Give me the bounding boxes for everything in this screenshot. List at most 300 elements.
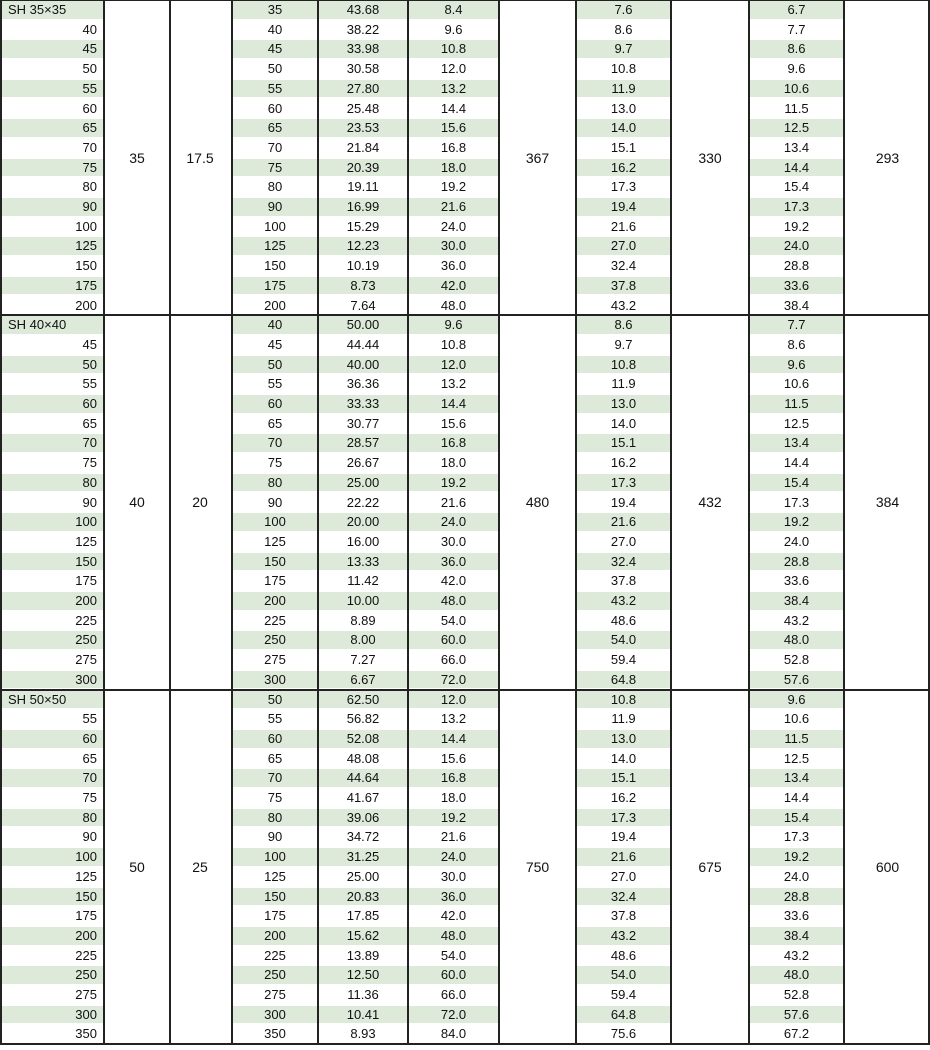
size-label: 275 bbox=[75, 652, 97, 668]
rating-cell-b: 8.6 bbox=[750, 40, 843, 58]
size-label: 90 bbox=[82, 494, 97, 510]
rating-cell-a: 15.1 bbox=[610, 139, 637, 155]
load-cell: 30.0 bbox=[440, 868, 467, 884]
column-divider bbox=[575, 0, 577, 1044]
length-cell: 300 bbox=[233, 671, 317, 689]
rating-cell-a: 21.6 bbox=[610, 218, 637, 234]
column-divider bbox=[748, 0, 750, 1044]
rating-cell-b: 52.8 bbox=[783, 652, 810, 668]
rating-cell-b: 11.5 bbox=[784, 100, 809, 116]
rating-cell-a: 64.8 bbox=[577, 1006, 670, 1024]
size-label: 45 bbox=[2, 40, 103, 58]
value-cell: 33.33 bbox=[319, 395, 407, 413]
size-label: 175 bbox=[75, 908, 97, 924]
value-cell: 31.25 bbox=[319, 848, 407, 866]
size-label: 200 bbox=[2, 927, 103, 945]
size-label: 175 bbox=[2, 277, 103, 295]
length-cell: 45 bbox=[233, 40, 317, 58]
rating-cell-b: 10.6 bbox=[750, 80, 843, 98]
length-cell: 150 bbox=[264, 258, 286, 274]
capacity-a: 367 bbox=[525, 149, 550, 166]
rating-cell-b: 14.4 bbox=[783, 455, 810, 471]
value-cell: 20.00 bbox=[319, 513, 407, 531]
load-cell: 12.0 bbox=[440, 61, 467, 77]
rating-cell-b: 12.5 bbox=[783, 415, 810, 431]
size-label: 125 bbox=[75, 868, 97, 884]
rating-cell-a: 48.6 bbox=[610, 612, 637, 628]
width-value: 50 bbox=[129, 858, 145, 875]
load-cell: 14.4 bbox=[409, 395, 498, 413]
load-cell: 36.0 bbox=[440, 258, 467, 274]
value-cell: 8.93 bbox=[350, 1026, 376, 1042]
value-cell: 38.22 bbox=[346, 21, 380, 37]
rating-cell-a: 27.0 bbox=[610, 533, 637, 549]
length-cell: 175 bbox=[233, 277, 317, 295]
rating-cell-b: 19.2 bbox=[783, 218, 810, 234]
rating-cell-b: 15.4 bbox=[783, 179, 810, 195]
rating-cell-a: 13.0 bbox=[577, 730, 670, 748]
size-label: 80 bbox=[2, 474, 103, 492]
load-cell: 19.2 bbox=[440, 179, 467, 195]
size-label: 65 bbox=[82, 750, 97, 766]
capacity-c: 600 bbox=[875, 858, 900, 875]
length-cell: 150 bbox=[233, 553, 317, 571]
rating-cell-a: 10.8 bbox=[577, 356, 670, 374]
value-cell: 44.64 bbox=[319, 769, 407, 787]
capacity-a: 480 bbox=[525, 494, 550, 511]
rating-cell-a: 75.6 bbox=[610, 1026, 637, 1042]
length-cell: 55 bbox=[267, 711, 283, 727]
rating-cell-a: 17.3 bbox=[610, 179, 637, 195]
value-cell: 15.62 bbox=[319, 927, 407, 945]
load-cell: 21.6 bbox=[409, 198, 498, 216]
length-cell: 75 bbox=[233, 159, 317, 177]
rating-cell-a: 11.9 bbox=[611, 376, 636, 392]
rating-cell-a: 21.6 bbox=[577, 848, 670, 866]
rating-cell-b: 9.6 bbox=[787, 61, 806, 77]
length-cell: 65 bbox=[233, 119, 317, 137]
size-label: 100 bbox=[2, 848, 103, 866]
rating-cell-a: 19.4 bbox=[577, 198, 670, 216]
load-cell: 18.0 bbox=[440, 455, 467, 471]
column-divider bbox=[498, 0, 500, 1044]
capacity-c: 384 bbox=[875, 494, 900, 511]
value-cell: 30.58 bbox=[346, 61, 380, 77]
rating-cell-a: 59.4 bbox=[610, 652, 637, 668]
size-label: 90 bbox=[82, 829, 97, 845]
load-cell: 9.6 bbox=[409, 316, 498, 334]
value-cell: 10.19 bbox=[346, 258, 380, 274]
rating-cell-b: 33.6 bbox=[783, 573, 810, 589]
column-divider bbox=[843, 0, 845, 1044]
size-label: 65 bbox=[2, 119, 103, 137]
length-cell: 70 bbox=[233, 769, 317, 787]
value-cell: 25.00 bbox=[319, 474, 407, 492]
load-cell: 19.2 bbox=[409, 474, 498, 492]
value-cell: 15.29 bbox=[346, 218, 380, 234]
size-label: 60 bbox=[2, 395, 103, 413]
rating-cell-b: 14.4 bbox=[783, 790, 810, 805]
length-cell: 275 bbox=[264, 652, 286, 668]
value-cell: 30.77 bbox=[346, 415, 380, 431]
length-cell: 100 bbox=[264, 218, 286, 234]
column-divider bbox=[317, 0, 319, 1044]
size-label: 65 bbox=[82, 415, 97, 431]
load-cell: 12.0 bbox=[409, 691, 498, 709]
rating-cell-b: 67.2 bbox=[783, 1026, 810, 1042]
load-cell: 13.2 bbox=[440, 711, 467, 727]
length-cell: 175 bbox=[264, 908, 286, 924]
load-cell: 36.0 bbox=[409, 553, 498, 571]
value-cell: 12.50 bbox=[319, 966, 407, 984]
length-cell: 45 bbox=[267, 336, 283, 352]
value-cell: 36.36 bbox=[346, 376, 380, 392]
load-cell: 54.0 bbox=[440, 947, 467, 963]
value-cell: 48.08 bbox=[346, 750, 380, 766]
rating-cell-b: 28.8 bbox=[750, 553, 843, 571]
capacity-a: 750 bbox=[525, 858, 550, 875]
rating-cell-b: 12.5 bbox=[783, 750, 810, 766]
length-cell: 40 bbox=[233, 316, 317, 334]
rating-cell-b: 7.7 bbox=[750, 316, 843, 334]
value-cell: 40.00 bbox=[319, 356, 407, 374]
rating-cell-b: 11.5 bbox=[750, 395, 843, 413]
rating-cell-b: 28.8 bbox=[783, 258, 810, 274]
rating-cell-a: 37.8 bbox=[577, 277, 670, 295]
length-cell: 175 bbox=[264, 573, 286, 589]
rating-cell-b: 24.0 bbox=[783, 533, 810, 549]
size-label: 250 bbox=[2, 631, 103, 649]
rating-cell-a: 37.8 bbox=[610, 573, 637, 589]
size-label: 55 bbox=[82, 376, 97, 392]
column-divider bbox=[231, 0, 233, 1044]
rating-cell-b: 17.3 bbox=[783, 829, 810, 845]
rating-cell-a: 64.8 bbox=[577, 671, 670, 689]
size-label: 300 bbox=[2, 671, 103, 689]
length-cell: 200 bbox=[233, 927, 317, 945]
load-cell: 36.0 bbox=[409, 888, 498, 906]
rating-cell-b: 13.4 bbox=[783, 139, 810, 155]
rating-cell-a: 21.6 bbox=[577, 513, 670, 531]
rating-cell-a: 43.2 bbox=[610, 297, 637, 313]
rating-cell-a: 59.4 bbox=[610, 987, 637, 1002]
rating-cell-a: 16.2 bbox=[610, 790, 637, 805]
size-label: 100 bbox=[75, 218, 97, 234]
load-cell: 19.2 bbox=[409, 809, 498, 827]
rating-cell-a: 43.2 bbox=[577, 927, 670, 945]
rating-cell-a: 10.8 bbox=[610, 61, 637, 77]
value-cell: 39.06 bbox=[319, 809, 407, 827]
load-cell: 21.6 bbox=[440, 494, 467, 510]
length-cell: 200 bbox=[264, 297, 286, 313]
rating-cell-b: 24.0 bbox=[783, 868, 810, 884]
value-cell: 10.00 bbox=[319, 592, 407, 610]
length-cell: 80 bbox=[267, 179, 283, 195]
rating-cell-b: 14.4 bbox=[750, 159, 843, 177]
length-cell: 225 bbox=[264, 612, 286, 628]
rating-cell-b: 9.6 bbox=[750, 356, 843, 374]
size-label: 275 bbox=[75, 987, 97, 1002]
load-cell: 72.0 bbox=[409, 671, 498, 689]
rating-cell-a: 10.8 bbox=[577, 691, 670, 709]
rating-cell-b: 57.6 bbox=[750, 1006, 843, 1024]
column-divider bbox=[169, 0, 171, 1044]
value-cell: 25.00 bbox=[346, 868, 380, 884]
load-cell: 42.0 bbox=[440, 908, 467, 924]
rating-cell-a: 16.2 bbox=[577, 159, 670, 177]
size-label: 80 bbox=[82, 179, 97, 195]
value-cell: 20.83 bbox=[319, 888, 407, 906]
rating-cell-a: 54.0 bbox=[577, 631, 670, 649]
value-cell: 21.84 bbox=[346, 139, 380, 155]
rating-cell-b: 11.5 bbox=[750, 730, 843, 748]
length-cell: 60 bbox=[267, 100, 283, 116]
value-cell: 8.73 bbox=[319, 277, 407, 295]
value-cell: 8.89 bbox=[350, 612, 376, 628]
load-cell: 42.0 bbox=[409, 277, 498, 295]
value-cell: 41.67 bbox=[346, 790, 380, 805]
size-label: 50 bbox=[2, 356, 103, 374]
table-bottom-line bbox=[0, 1043, 930, 1045]
load-cell: 15.6 bbox=[409, 119, 498, 137]
size-label: 200 bbox=[2, 592, 103, 610]
rating-cell-b: 19.2 bbox=[750, 513, 843, 531]
size-label: 70 bbox=[82, 139, 97, 155]
rating-cell-b: 48.0 bbox=[750, 631, 843, 649]
rating-cell-b: 52.8 bbox=[783, 987, 810, 1002]
rating-cell-a: 37.8 bbox=[610, 908, 637, 924]
size-label: 80 bbox=[2, 809, 103, 827]
length-cell: 55 bbox=[267, 376, 283, 392]
length-cell: 150 bbox=[233, 888, 317, 906]
value-cell: 27.80 bbox=[319, 80, 407, 98]
rating-cell-b: 15.4 bbox=[750, 809, 843, 827]
capacity-b: 675 bbox=[698, 858, 722, 875]
size-label: 250 bbox=[2, 966, 103, 984]
length-cell: 125 bbox=[264, 533, 286, 549]
value-cell: 8.00 bbox=[319, 631, 407, 649]
load-cell: 16.8 bbox=[440, 139, 467, 155]
size-label: 75 bbox=[82, 790, 97, 805]
size-label: 150 bbox=[2, 888, 103, 906]
rating-cell-a: 32.4 bbox=[577, 553, 670, 571]
length-cell: 250 bbox=[233, 966, 317, 984]
value-cell: 16.00 bbox=[346, 533, 380, 549]
size-label: 225 bbox=[75, 947, 97, 963]
load-cell: 8.4 bbox=[409, 1, 498, 19]
length-cell: 70 bbox=[267, 139, 283, 155]
rating-cell-b: 12.5 bbox=[750, 119, 843, 137]
rating-cell-a: 11.9 bbox=[577, 80, 670, 98]
size-label: 50 bbox=[82, 61, 97, 77]
length-cell: 80 bbox=[233, 809, 317, 827]
load-cell: 13.2 bbox=[440, 376, 467, 392]
rating-cell-a: 16.2 bbox=[610, 455, 637, 471]
half-width-value: 17.5 bbox=[186, 149, 214, 166]
length-cell: 75 bbox=[267, 455, 283, 471]
value-cell: 28.57 bbox=[319, 434, 407, 452]
capacity-b: 432 bbox=[698, 494, 722, 511]
rating-cell-b: 33.6 bbox=[783, 908, 810, 924]
size-label: 75 bbox=[82, 455, 97, 471]
rating-cell-a: 13.0 bbox=[610, 100, 637, 116]
rating-cell-b: 43.2 bbox=[783, 612, 810, 628]
length-cell: 125 bbox=[264, 868, 286, 884]
load-cell: 48.0 bbox=[440, 297, 467, 313]
value-cell: 13.89 bbox=[346, 947, 380, 963]
rating-cell-b: 19.2 bbox=[750, 848, 843, 866]
rating-cell-a: 27.0 bbox=[610, 868, 637, 884]
rating-cell-b: 38.4 bbox=[783, 297, 810, 313]
value-cell: 50.00 bbox=[319, 316, 407, 334]
load-cell: 60.0 bbox=[409, 631, 498, 649]
rating-cell-a: 13.0 bbox=[577, 395, 670, 413]
length-cell: 90 bbox=[233, 198, 317, 216]
length-cell: 40 bbox=[267, 21, 283, 37]
value-cell: 19.11 bbox=[347, 179, 379, 195]
rating-cell-a: 32.4 bbox=[577, 888, 670, 906]
size-label: SH 40×40 bbox=[2, 316, 103, 334]
size-label: 150 bbox=[2, 553, 103, 571]
value-cell: 34.72 bbox=[346, 829, 380, 845]
value-cell: 11.36 bbox=[347, 987, 379, 1002]
value-cell: 7.64 bbox=[350, 297, 376, 313]
rating-cell-b: 13.4 bbox=[750, 434, 843, 452]
rating-cell-a: 19.4 bbox=[610, 494, 637, 510]
load-cell: 42.0 bbox=[440, 573, 467, 589]
width-value: 40 bbox=[129, 494, 145, 511]
value-cell: 10.41 bbox=[319, 1006, 407, 1024]
rating-cell-b: 17.3 bbox=[750, 198, 843, 216]
rating-cell-b: 17.3 bbox=[783, 494, 810, 510]
value-cell: 7.27 bbox=[350, 652, 376, 668]
load-cell: 18.0 bbox=[440, 790, 467, 805]
load-cell: 10.8 bbox=[409, 40, 498, 58]
column-divider bbox=[0, 0, 2, 1044]
rating-cell-a: 17.3 bbox=[577, 474, 670, 492]
rating-cell-a: 9.7 bbox=[577, 40, 670, 58]
size-label: 60 bbox=[82, 100, 97, 116]
half-width-value: 20 bbox=[192, 494, 208, 511]
length-cell: 75 bbox=[267, 790, 283, 805]
size-label: 60 bbox=[2, 730, 103, 748]
width-value: 35 bbox=[129, 149, 145, 166]
rating-cell-b: 38.4 bbox=[750, 927, 843, 945]
length-cell: 50 bbox=[233, 691, 317, 709]
length-cell: 50 bbox=[267, 61, 283, 77]
size-label: 40 bbox=[82, 21, 97, 37]
length-cell: 300 bbox=[233, 1006, 317, 1024]
load-cell: 84.0 bbox=[440, 1026, 467, 1042]
load-cell: 30.0 bbox=[440, 533, 467, 549]
size-label: 225 bbox=[75, 612, 97, 628]
rating-cell-a: 15.1 bbox=[577, 434, 670, 452]
rating-cell-a: 11.9 bbox=[611, 711, 636, 727]
rating-cell-b: 10.6 bbox=[783, 376, 810, 392]
value-cell: 20.39 bbox=[319, 159, 407, 177]
half-width-value: 25 bbox=[192, 858, 208, 875]
load-cell: 15.6 bbox=[440, 415, 467, 431]
length-cell: 100 bbox=[233, 513, 317, 531]
rating-cell-b: 38.4 bbox=[750, 592, 843, 610]
rating-cell-a: 48.6 bbox=[610, 947, 637, 963]
load-cell: 9.6 bbox=[444, 21, 463, 37]
length-cell: 275 bbox=[264, 987, 286, 1002]
size-label: 100 bbox=[2, 513, 103, 531]
capacity-b: 330 bbox=[698, 149, 722, 166]
rating-cell-a: 43.2 bbox=[577, 592, 670, 610]
length-cell: 200 bbox=[233, 592, 317, 610]
rating-cell-b: 8.6 bbox=[787, 336, 806, 352]
column-divider bbox=[407, 0, 409, 1044]
size-label: 175 bbox=[75, 573, 97, 589]
value-cell: 52.08 bbox=[319, 730, 407, 748]
load-cell: 24.0 bbox=[409, 513, 498, 531]
rating-cell-b: 57.6 bbox=[750, 671, 843, 689]
load-cell: 24.0 bbox=[440, 218, 467, 234]
length-cell: 225 bbox=[264, 947, 286, 963]
value-cell: 44.44 bbox=[346, 336, 380, 352]
value-cell: 33.98 bbox=[319, 40, 407, 58]
size-label: 75 bbox=[2, 159, 103, 177]
load-cell: 13.2 bbox=[409, 80, 498, 98]
length-cell: 50 bbox=[233, 356, 317, 374]
load-cell: 66.0 bbox=[440, 987, 467, 1002]
load-cell: 54.0 bbox=[440, 612, 467, 628]
rating-cell-b: 15.4 bbox=[750, 474, 843, 492]
load-cell: 30.0 bbox=[409, 237, 498, 255]
rating-cell-b: 9.6 bbox=[750, 691, 843, 709]
rating-cell-a: 27.0 bbox=[577, 237, 670, 255]
value-cell: 62.50 bbox=[319, 691, 407, 709]
value-cell: 16.99 bbox=[319, 198, 407, 216]
column-divider bbox=[670, 0, 672, 1044]
capacity-c: 293 bbox=[875, 149, 900, 166]
size-label: 300 bbox=[2, 1006, 103, 1024]
value-cell: 6.67 bbox=[319, 671, 407, 689]
rating-cell-a: 15.1 bbox=[577, 769, 670, 787]
length-cell: 65 bbox=[267, 750, 283, 766]
rating-cell-b: 48.0 bbox=[750, 966, 843, 984]
size-label: SH 35×35 bbox=[2, 1, 103, 19]
load-cell: 18.0 bbox=[409, 159, 498, 177]
size-label: 125 bbox=[75, 533, 97, 549]
value-cell: 12.23 bbox=[319, 237, 407, 255]
rating-cell-b: 33.6 bbox=[750, 277, 843, 295]
rating-cell-a: 8.6 bbox=[577, 316, 670, 334]
load-cell: 14.4 bbox=[440, 100, 467, 116]
value-cell: 22.22 bbox=[346, 494, 380, 510]
length-cell: 60 bbox=[233, 395, 317, 413]
load-cell: 72.0 bbox=[409, 1006, 498, 1024]
rating-cell-b: 10.6 bbox=[783, 711, 810, 727]
load-cell: 10.8 bbox=[440, 336, 467, 352]
size-label: 125 bbox=[2, 237, 103, 255]
length-cell: 350 bbox=[264, 1026, 286, 1042]
rating-cell-a: 19.4 bbox=[610, 829, 637, 845]
rating-cell-a: 9.7 bbox=[614, 336, 633, 352]
load-cell: 15.6 bbox=[440, 750, 467, 766]
load-cell: 21.6 bbox=[440, 829, 467, 845]
length-cell: 100 bbox=[233, 848, 317, 866]
length-cell: 250 bbox=[233, 631, 317, 649]
size-label: 200 bbox=[75, 297, 97, 313]
rating-cell-b: 13.4 bbox=[750, 769, 843, 787]
rating-cell-a: 14.0 bbox=[577, 119, 670, 137]
size-label: 90 bbox=[2, 198, 103, 216]
size-label: 150 bbox=[75, 258, 97, 274]
load-cell: 12.0 bbox=[409, 356, 498, 374]
